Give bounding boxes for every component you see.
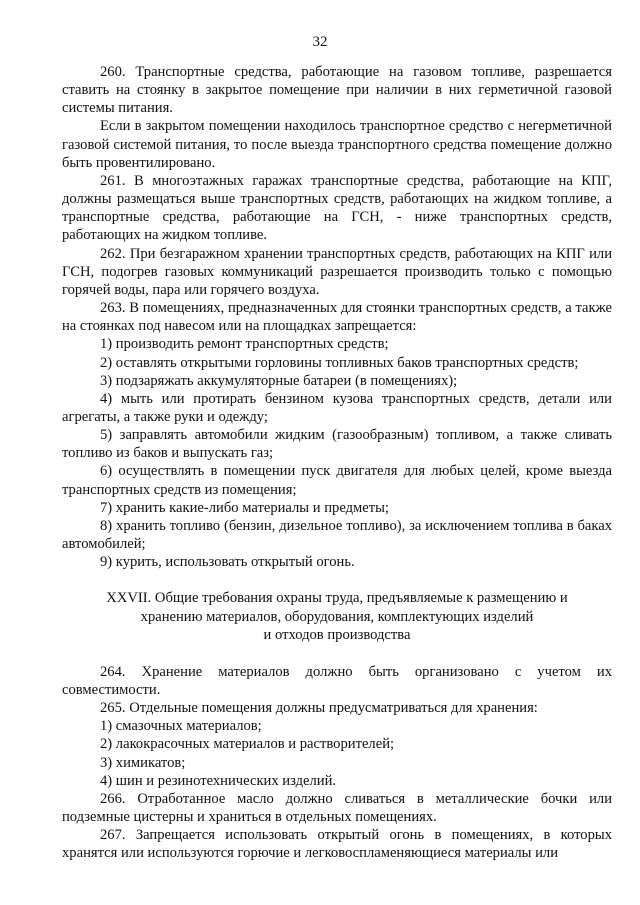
list-item-263-6: 6) осуществлять в помещении пуск двигателя для любых целей, кроме выезда транспортных средств из помещения; [62, 463, 612, 498]
section-heading-line-1: XXVII. Общие требования охраны труда, предъявляемые к размещению и [106, 590, 568, 607]
section-heading-xxvii [62, 589, 612, 643]
paragraph-260: 260. Транспортные средства, работающие на газовом топливе, разрешается ставить на стоянку в закрытое помещение при наличии в них герметичной газовой системы питания. [62, 64, 612, 117]
paragraph-260-note: Если в закрытом помещении находилось транспортное средство с негерметичной газовой системой питания, то после выезда транспортного средства помещение должно быть провентилировано. [62, 118, 612, 171]
document-body [62, 63, 612, 863]
paragraph-261: 261. В многоэтажных гаражах транспортные средства, работающие на КПГ, должны размещаться выше транспортных средств, работающих на жидком топливе, а транспортные средства, работающие на ГСН, - ниже транспортных средств, работающих на жидком топливе. [62, 172, 612, 244]
paragraph-264: 264. Хранение материалов должно быть организовано с учетом их совместимости. [62, 663, 612, 698]
page-number: 32 [312, 34, 328, 50]
list-item-265-1: 1) смазочных материалов; [100, 718, 262, 735]
list-item-263-9: 9) курить, использовать открытый огонь. [100, 554, 355, 571]
list-item-263-5: 5) заправлять автомобили жидким (газообразным) топливом, а также сливать топливо из баков и выпускать газ; [62, 427, 612, 462]
list-item-263-2: 2) оставлять открытыми горловины топливных баков транспортных средств; [100, 354, 579, 371]
list-item-265-4: 4) шин и резинотехнических изделий. [100, 772, 337, 789]
paragraph-266: 266. Отработанное масло должно сливаться в металлические бочки или подземные цистерны и храниться в отдельных помещениях. [62, 790, 612, 826]
list-item-263-4: 4) мыть или протирать бензином кузова транспортных средств, детали или агрегаты, а также руки и одежду; [62, 390, 612, 425]
list-item-263-8: 8) хранить топливо (бензин, дизельное топливо), за исключением топлива в баках автомобилей; [62, 517, 612, 553]
list-item-263-1: 1) производить ремонт транспортных средств; [100, 336, 389, 353]
section-heading-line-3: и отходов производства [263, 626, 411, 643]
paragraph-265: 265. Отдельные помещения должны предусматриваться для хранения: [100, 700, 538, 717]
section-heading-line-2: хранению материалов, оборудования, комплектующих изделий [140, 608, 534, 625]
list-item-265-3: 3) химикатов; [100, 754, 186, 771]
paragraph-263: 263. В помещениях, предназначенных для стоянки транспортных средств, а также на стоянках под навесом или на площадках запрещается: [62, 300, 612, 335]
list-item-263-7: 7) хранить какие-либо материалы и предметы; [100, 499, 389, 516]
paragraph-267: 267. Запрещается использовать открытый огонь в помещениях, в которых хранятся или используются горючие и легковоспламеняющиеся материалы или [62, 827, 612, 862]
paragraph-262: 262. При безгаражном хранении транспортных средств, работающих на КПГ или ГСН, подогрев газовых коммуникаций разрешается производить только с помощью горячей воды, пара или горячего воздуха. [62, 245, 612, 298]
list-item-265-2: 2) лакокрасочных материалов и растворителей; [100, 736, 395, 753]
list-item-263-3: 3) подзаряжать аккумуляторные батареи (в помещениях); [100, 372, 458, 389]
